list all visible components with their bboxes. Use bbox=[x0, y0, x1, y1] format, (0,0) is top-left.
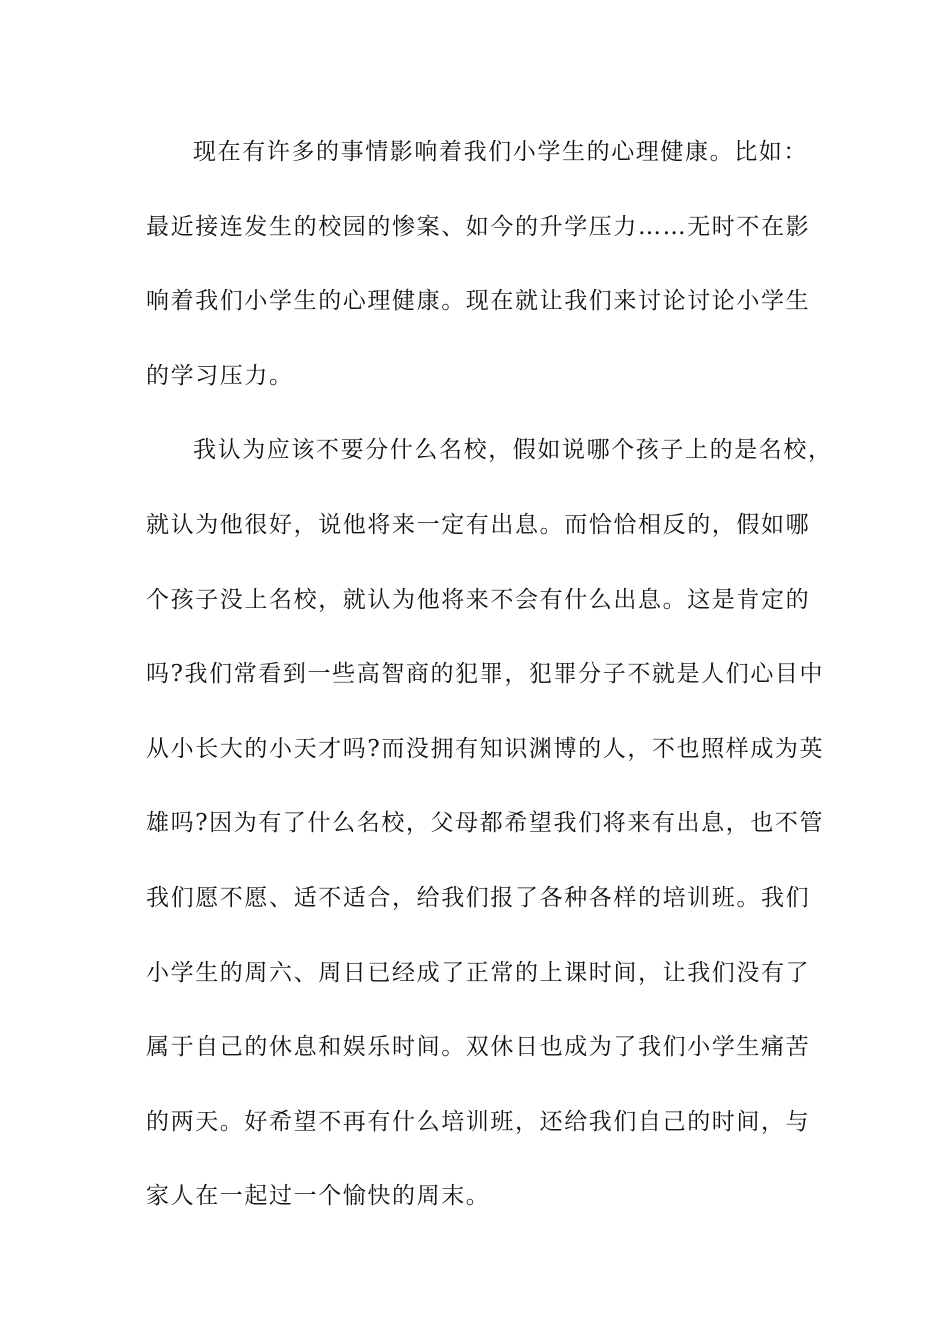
text-line-14: 的两天。好希望不再有什么培训班，还给我们自己的时间，与 bbox=[146, 1108, 811, 1135]
text-line-10: 雄吗?因为有了什么名校，父母都希望我们将来有出息，也不管 bbox=[146, 810, 825, 837]
text-line-2: 最近接连发生的校园的惨案、如今的升学压力……无时不在影 bbox=[146, 213, 811, 240]
text-line-1: 现在有许多的事情影响着我们小学生的心理健康。比如： bbox=[193, 139, 808, 165]
text-line-7: 个孩子没上名校，就认为他将来不会有什么出息。这是肯定的 bbox=[146, 586, 811, 613]
text-line-3: 响着我们小学生的心理健康。现在就让我们来讨论讨论小学生 bbox=[146, 288, 811, 315]
text-line-11: 我们愿不愿、适不适合，给我们报了各种各样的培训班。我们 bbox=[146, 884, 811, 911]
text-line-12: 小学生的周六、周日已经成了正常的上课时间，让我们没有了 bbox=[146, 959, 811, 986]
text-line-5: 我认为应该不要分什么名校，假如说哪个孩子上的是名校， bbox=[193, 437, 833, 464]
text-line-8: 吗?我们常看到一些高智商的犯罪，犯罪分子不就是人们心目中 bbox=[146, 661, 825, 688]
text-line-4: 的学习压力。 bbox=[146, 362, 294, 389]
text-line-13: 属于自己的休息和娱乐时间。双休日也成为了我们小学生痛苦 bbox=[146, 1034, 811, 1061]
text-line-6: 就认为他很好，说他将来一定有出息。而恰恰相反的，假如哪 bbox=[146, 511, 811, 538]
text-line-9: 从小长大的小天才吗?而没拥有知识渊博的人，不也照样成为英 bbox=[146, 735, 825, 762]
essay-body bbox=[146, 126, 833, 1245]
text-line-15: 家人在一起过一个愉快的周末。 bbox=[146, 1183, 491, 1210]
